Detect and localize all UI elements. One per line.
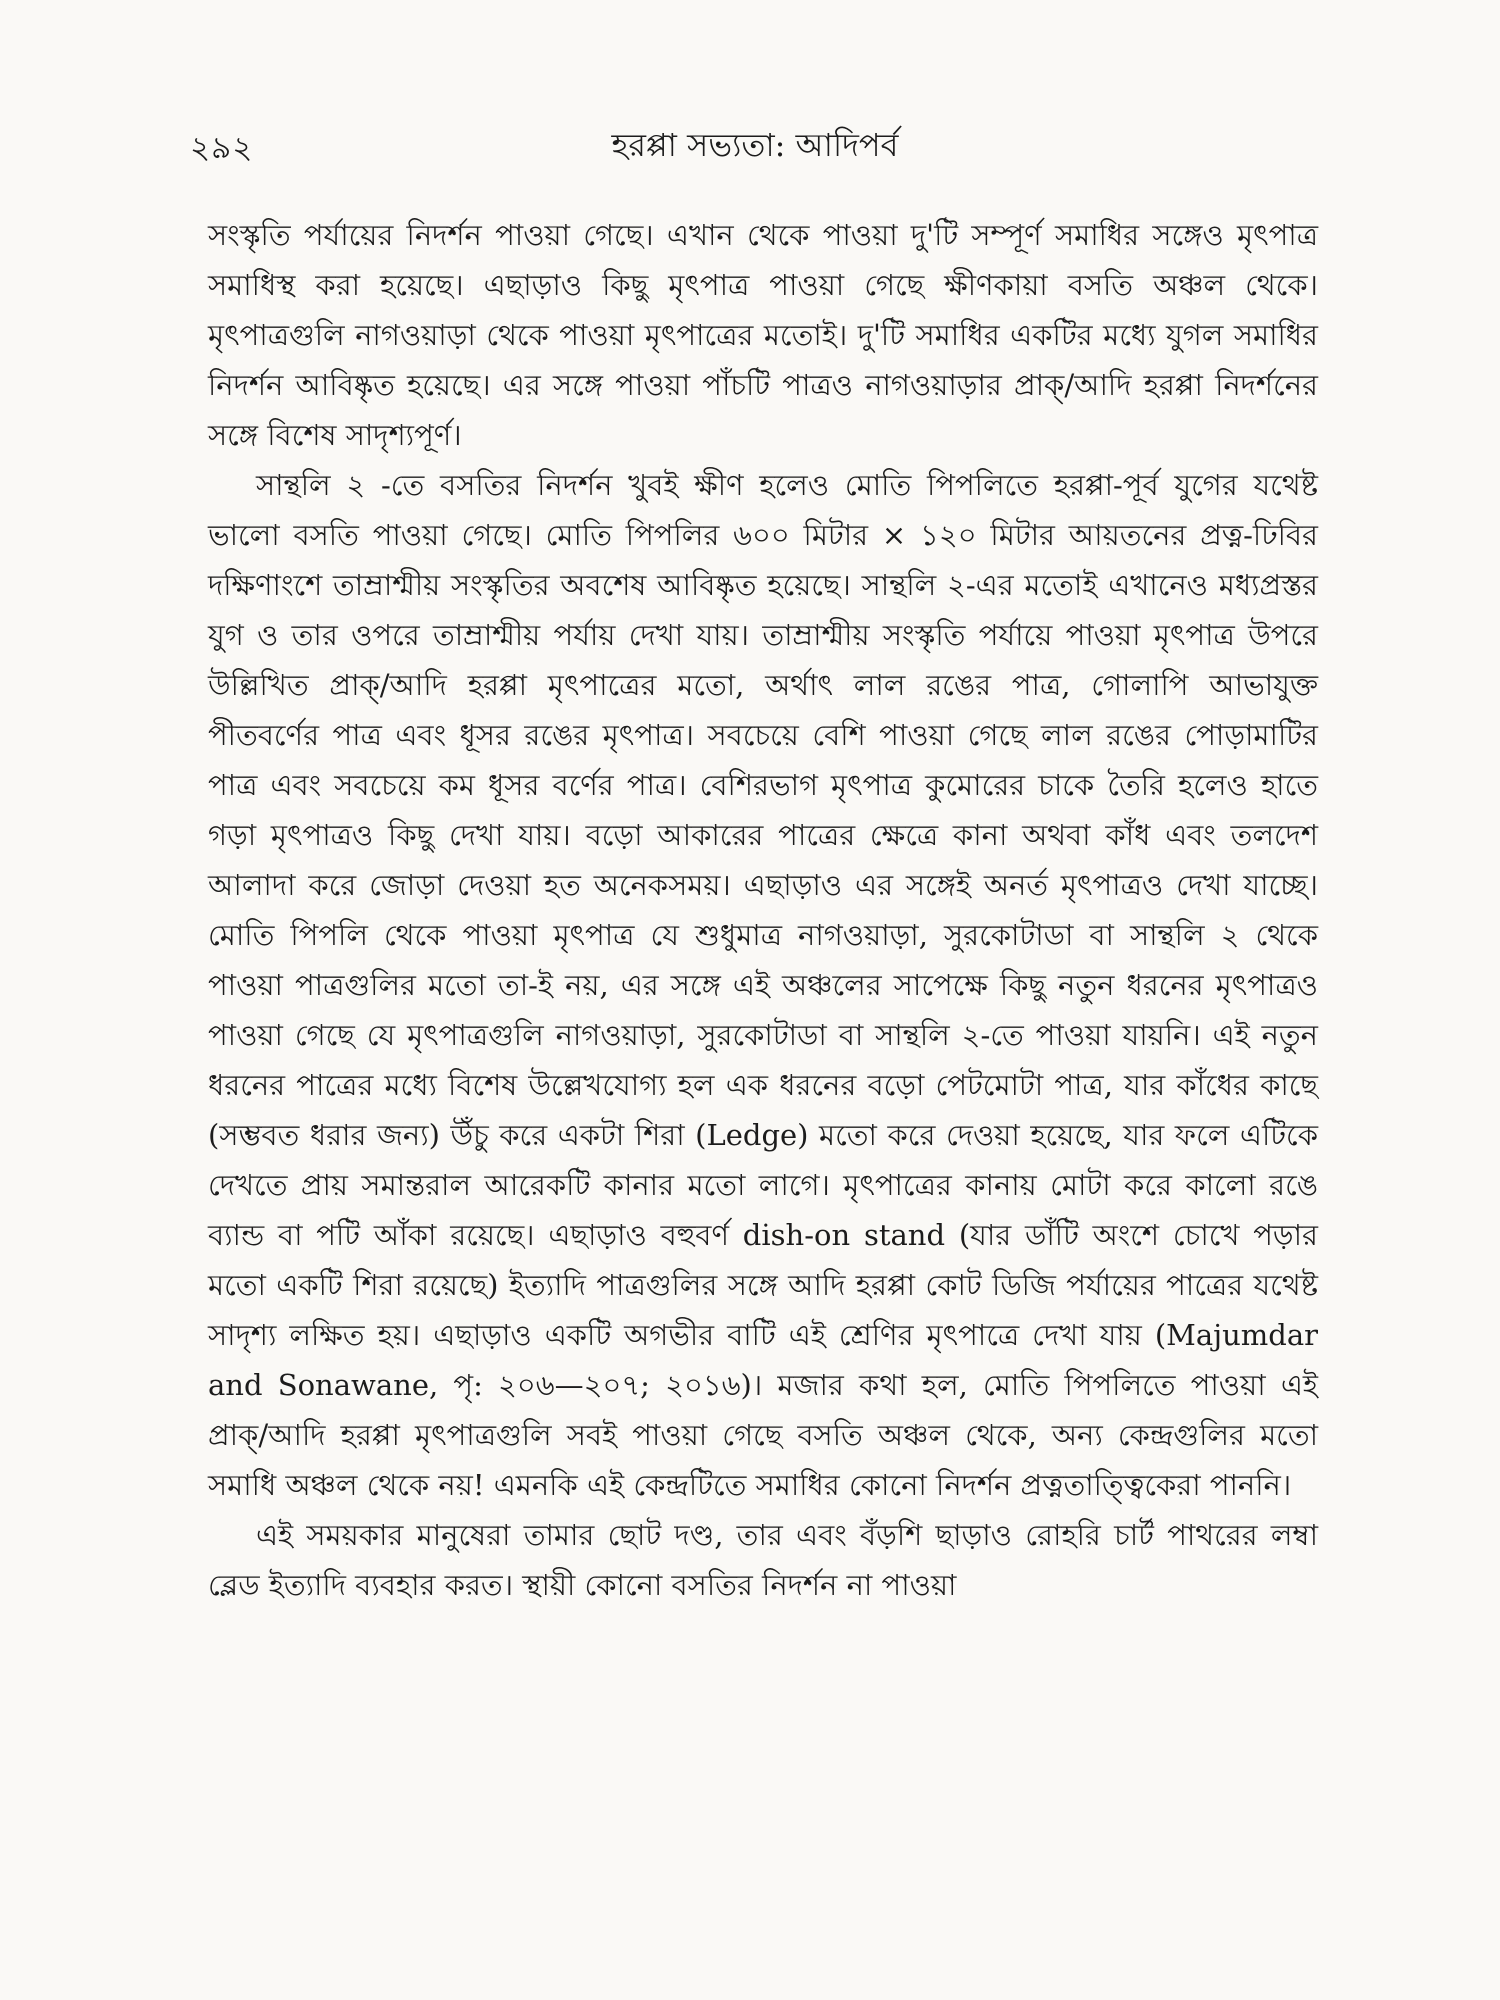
page-number: ২৯২	[190, 130, 254, 166]
paragraph-1: সংস্কৃতি পর্যায়ের নিদর্শন পাওয়া গেছে। এখান থেকে পাওয়া দু'টি সম্পূর্ণ সমাধির সঙ্গেও মৃৎপাত্র সমাধিস্থ করা হয়েছে। এছাড়াও কিছু মৃৎপাত্র পাওয়া গেছে ক্ষীণকায়া বসতি অঞ্চল থেকে। মৃৎপাত্রগুলি নাগওয়াড়া থেকে পাওয়া মৃৎপাত্রের মতোই। দু'টি সমাধির একটির মধ্যে যুগল সমাধির নিদর্শন আবিষ্কৃত হয়েছে। এর সঙ্গে পাওয়া পাঁচটি পাত্রও নাগওয়াড়ার প্রাক্/আদি হরপ্পা নিদর্শনের সঙ্গে বিশেষ সাদৃশ্যপূর্ণ।	[208, 218, 1318, 452]
running-head	[190, 112, 1320, 172]
paragraph-3: এই সময়কার মানুষেরা তামার ছোট দণ্ড, তার এবং বঁড়শি ছাড়াও রোহরি চার্ট পাথরের লম্বা ব্লেড ইত্যাদি ব্যবহার করত। স্থায়ী কোনো বসতির নিদর্শন না পাওয়া	[208, 1518, 1318, 1602]
running-title: হরপ্পা সভ্যতা: আদিপর্ব	[611, 126, 899, 164]
body-text	[208, 210, 1318, 1610]
paragraph-2: সান্থলি ২ -তে বসতির নিদর্শন খুবই ক্ষীণ হলেও মোতি পিপলিতে হরপ্পা-পূর্ব যুগের যথেষ্ট ভালো বসতি পাওয়া গেছে। মোতি পিপলির ৬০০ মিটার × ১২০ মিটার আয়তনের প্রত্ন-ঢিবির দক্ষিণাংশে তাম্রাশ্মীয় সংস্কৃতির অবশেষ আবিষ্কৃত হয়েছে। সান্থলি ২-এর মতোই এখানেও মধ্যপ্রস্তর যুগ ও তার ওপরে তাম্রাশ্মীয় পর্যায় দেখা যায়। তাম্রাশ্মীয় সংস্কৃতি পর্যায়ে পাওয়া মৃৎপাত্র উপরে উল্লিখিত প্রাক্/আদি হরপ্পা মৃৎপাত্রের মতো, অর্থাৎ লাল রঙের পাত্র, গোলাপি আভাযুক্ত পীতবর্ণের পাত্র এবং ধূসর রঙের মৃৎপাত্র। সবচেয়ে বেশি পাওয়া গেছে লাল রঙের পোড়ামাটির পাত্র এবং সবচেয়ে কম ধূসর বর্ণের পাত্র। বেশিরভাগ মৃৎপাত্র কুমোরের চাকে তৈরি হলেও হাতে গড়া মৃৎপাত্রও কিছু দেখা যায়। বড়ো আকারের পাত্রের ক্ষেত্রে কানা অথবা কাঁধ এবং তলদেশ আলাদা করে জোড়া দেওয়া হত অনেকসময়। এছাড়াও এর সঙ্গেই অনর্ত মৃৎপাত্রও দেখা যাচ্ছে। মোতি পিপলি থেকে পাওয়া মৃৎপাত্র যে শুধুমাত্র নাগওয়াড়া, সুরকোটাডা বা সান্থলি ২ থেকে পাওয়া পাত্রগুলির মতো তা-ই নয়, এর সঙ্গে এই অঞ্চলের সাপেক্ষে কিছু নতুন ধরনের মৃৎপাত্রও পাওয়া গেছে যে মৃৎপাত্রগুলি নাগওয়াড়া, সুরকোটাডা বা সান্থলি ২-তে পাওয়া যায়নি। এই নতুন ধরনের পাত্রের মধ্যে বিশেষ উল্লেখযোগ্য হল এক ধরনের বড়ো পেটমোটা পাত্র, যার কাঁধের কাছে (সম্ভবত ধরার জন্য) উঁচু করে একটা শিরা (Ledge) মতো করে দেওয়া হয়েছে, যার ফলে এটিকে দেখতে প্রায় সমান্তরাল আরেকটি কানার মতো লাগে। মৃৎপাত্রের কানায় মোটা করে কালো রঙে ব্যান্ড বা পটি আঁকা রয়েছে। এছাড়াও বহুবর্ণ dish-on stand (যার ডাঁটি অংশে চোখে পড়ার মতো একটি শিরা রয়েছে) ইত্যাদি পাত্রগুলির সঙ্গে আদি হরপ্পা কোট ডিজি পর্যায়ের পাত্রের যথেষ্ট সাদৃশ্য লক্ষিত হয়। এছাড়াও একটি অগভীর বাটি এই শ্রেণির মৃৎপাত্রে দেখা যায় (Majumdar and Sonawane, পৃ: ২০৬—২০৭; ২০১৬)। মজার কথা হল, মোতি পিপলিতে পাওয়া এই প্রাক্/আদি হরপ্পা মৃৎপাত্রগুলি সবই পাওয়া গেছে বসতি অঞ্চল থেকে, অন্য কেন্দ্রগুলির মতো সমাধি অঞ্চল থেকে নয়! এমনকি এই কেন্দ্রটিতে সমাধির কোনো নিদর্শন প্রত্নতাত্ত্বিকেরা পাননি।	[208, 468, 1318, 1502]
